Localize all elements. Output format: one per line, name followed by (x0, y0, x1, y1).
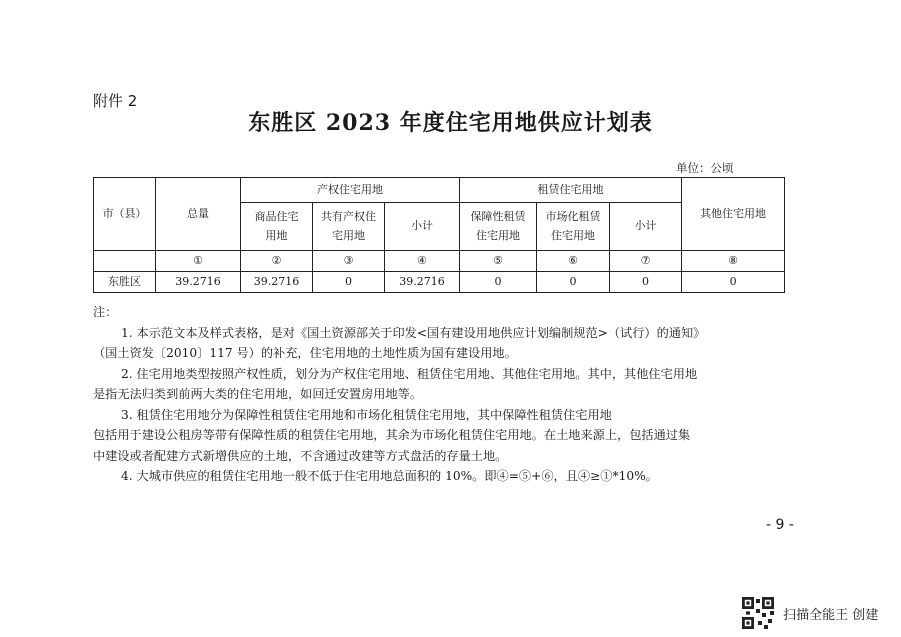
cell-affordable-rental: 0 (460, 272, 537, 293)
cell-subtotal-property: 39.2716 (385, 272, 460, 293)
notes-heading: 注： (93, 305, 118, 319)
note-3-line-3: 中建设或者配建方式新增供应的土地，不含通过改建等方式盘活的存量土地。 (93, 448, 508, 463)
index-cell (94, 251, 156, 272)
attachment-label: 附件 2 (93, 92, 138, 110)
header-subtotal-rental: 小计 (610, 203, 682, 251)
index-cell: ⑤ (460, 251, 537, 272)
cell-market-rental: 0 (537, 272, 610, 293)
note-3-line-1: 3. 租赁住宅用地分为保障性租赁住宅用地和市场化租赁住宅用地，其中保障性租赁住宅用地 (121, 407, 612, 422)
header-shared: 共有产权住 宅用地 (313, 203, 385, 251)
index-cell: ⑧ (682, 251, 785, 272)
header-total: 总量 (156, 178, 241, 251)
note-2-line-2: 是指无法归类到前两大类的住宅用地，如回迁安置房用地等。 (93, 387, 423, 401)
unit-label: 单位：公顷 (676, 161, 734, 175)
cell-shared: 0 (313, 272, 385, 293)
note-4: 4. 大城市供应的租赁住宅用地一般不低于住宅用地总面积的 10%。即④=⑤+⑥，且④≥①*10%。 (121, 469, 658, 483)
note-2-line-1: 2. 住宅用地类型按照产权性质，划分为产权住宅用地、租赁住宅用地、其他住宅用地。其中，其他住宅用地 (121, 366, 698, 381)
notes-section (93, 302, 833, 487)
note-1-line-2: （国土资发〔2010〕117 号）的补充，住宅用地的土地性质为国有建设用地。 (93, 346, 517, 360)
supply-plan-table (93, 177, 785, 293)
header-county: 市（县） (94, 178, 156, 251)
header-affordable-rental: 保障性租赁 住宅用地 (460, 203, 537, 251)
header-subtotal-property: 小计 (385, 203, 460, 251)
index-cell: ④ (385, 251, 460, 272)
cell-total: 39.2716 (156, 272, 241, 293)
header-commercial: 商品住宅 用地 (241, 203, 313, 251)
watermark-text: 扫描全能王 创建 (783, 607, 879, 623)
header-other: 其他住宅用地 (682, 178, 785, 251)
scanner-watermark (742, 597, 878, 629)
cell-commercial: 39.2716 (241, 272, 313, 293)
cell-subtotal-rental: 0 (610, 272, 682, 293)
header-property-group: 产权住宅用地 (241, 178, 460, 203)
qr-code-icon (742, 597, 774, 629)
cell-other: 0 (682, 272, 785, 293)
index-cell: ① (156, 251, 241, 272)
header-rental-group: 租赁住宅用地 (460, 178, 682, 203)
note-3-line-2: 包括用于建设公租房等带有保障性质的租赁住宅用地，其余为市场化租赁住宅用地。在土地来源上，包括通过集 (93, 428, 691, 442)
index-cell: ⑥ (537, 251, 610, 272)
cell-county: 东胜区 (94, 272, 156, 293)
header-market-rental: 市场化租赁 住宅用地 (537, 203, 610, 251)
page-title: 东胜区 2023 年度住宅用地供应计划表 (248, 110, 653, 136)
page-number: - 9 - (766, 517, 794, 533)
table-row (94, 272, 785, 293)
index-cell: ③ (313, 251, 385, 272)
index-cell: ② (241, 251, 313, 272)
note-1-line-1: 1. 本示范文本及样式表格，是对《国土资源部关于印发<国有建设用地供应计划编制规范>（试行）的通知》 (121, 325, 706, 340)
index-cell: ⑦ (610, 251, 682, 272)
